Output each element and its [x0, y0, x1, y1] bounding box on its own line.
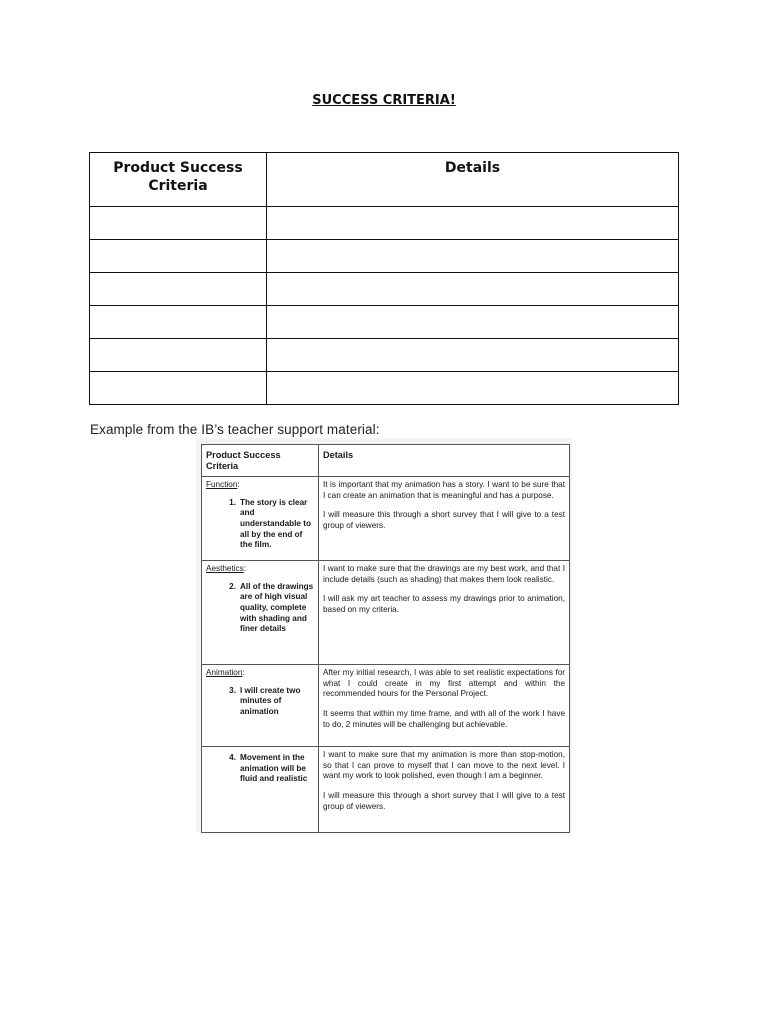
- table-cell[interactable]: [267, 306, 679, 339]
- details-paragraph: I will measure this through a short survey that I will give to a test group of viewers.: [323, 790, 565, 811]
- table-row: [90, 372, 679, 405]
- table-cell[interactable]: [90, 339, 267, 372]
- criterion-text: All of the drawings are of high visual quality, complete with shading and finer details: [240, 581, 314, 634]
- table-cell[interactable]: [267, 339, 679, 372]
- criterion-number: 1.: [229, 497, 236, 507]
- header-product-success-criteria: Product Success Criteria: [90, 153, 267, 207]
- details-paragraph: I want to make sure that my animation is more than stop-motion, so that I can prove to myself that I can move to the next level. I want my work to look polished, even though I am a beginner.: [323, 750, 565, 781]
- example-criteria-cell: Aesthetics: 2. All of the drawings are of high visual quality, complete with shading and finer details: [202, 561, 319, 665]
- table-cell[interactable]: [90, 306, 267, 339]
- criterion-text: Movement in the animation will be fluid and realistic: [240, 753, 308, 784]
- example-details-cell: [319, 747, 570, 833]
- criterion-item: [206, 582, 314, 635]
- example-criteria-cell: Function: 1. The story is clear and understandable to all by the end of the film.: [202, 477, 319, 561]
- criterion-number: 2.: [229, 581, 236, 591]
- criterion-item: [206, 686, 314, 718]
- example-row-function: [202, 477, 570, 561]
- example-caption: Example from the IB’s teacher support material:: [90, 422, 380, 437]
- table-row: [90, 306, 679, 339]
- table-cell[interactable]: [90, 207, 267, 240]
- details-paragraph: I will ask my art teacher to assess my drawings prior to animation, based on my criteria.: [323, 594, 565, 614]
- table-cell[interactable]: [267, 273, 679, 306]
- example-details-cell: [319, 561, 570, 665]
- table-row: [90, 240, 679, 273]
- success-criteria-table: [89, 152, 679, 405]
- example-criteria-cell: Animation: 3. I will create two minutes of animation: [202, 665, 319, 747]
- example-row-animation: [202, 665, 570, 747]
- example-header-row: [202, 445, 570, 477]
- table-cell[interactable]: [267, 240, 679, 273]
- example-details-cell: [319, 477, 570, 561]
- criterion-number: 3.: [229, 685, 236, 695]
- example-details-cell: [319, 665, 570, 747]
- example-criteria-cell: [202, 747, 319, 833]
- criterion-item: [206, 498, 314, 551]
- criterion-item: [206, 753, 314, 785]
- example-row-movement: [202, 747, 570, 833]
- details-paragraph: After my initial research, I was able to set realistic expectations for what I could create in my first attempt and within the recommended hours for the Personal Project.: [323, 668, 565, 699]
- details-paragraph: I want to make sure that the drawings are my best work, and that I include details (such as shading) that makes them look realistic.: [323, 564, 565, 584]
- details-paragraph: I will measure this through a short survey that I will give to a test group of viewers.: [323, 510, 565, 530]
- details-paragraph: It is important that my animation has a story. I want to be sure that I can create an animation that is meaningful and has a purpose.: [323, 480, 565, 500]
- table-row: [90, 207, 679, 240]
- details-paragraph: It seems that within my time frame, and with all of the work I have to do, 2 minutes will be challenging but achievable.: [323, 708, 565, 729]
- category-label: Function: [206, 480, 238, 490]
- table-row: [90, 273, 679, 306]
- criterion-text: I will create two minutes of animation: [240, 685, 301, 716]
- example-row-aesthetics: [202, 561, 570, 665]
- table-cell[interactable]: [90, 240, 267, 273]
- table-cell[interactable]: [90, 372, 267, 405]
- example-table: [201, 444, 570, 833]
- category-label: Animation: [206, 668, 243, 678]
- header-details: Details: [267, 153, 679, 207]
- criterion-text: The story is clear and understandable to all by the end of the film.: [240, 497, 311, 550]
- table-cell[interactable]: [90, 273, 267, 306]
- criterion-number: 4.: [229, 753, 236, 763]
- table-cell[interactable]: [267, 372, 679, 405]
- table-row: [90, 339, 679, 372]
- example-header-details: Details: [319, 445, 570, 477]
- table-header-row: [90, 153, 679, 207]
- page-title: SUCCESS CRITERIA!: [312, 93, 456, 108]
- table-cell[interactable]: [267, 207, 679, 240]
- example-header-criteria: Product Success Criteria: [202, 445, 319, 477]
- category-label: Aesthetics: [206, 564, 244, 574]
